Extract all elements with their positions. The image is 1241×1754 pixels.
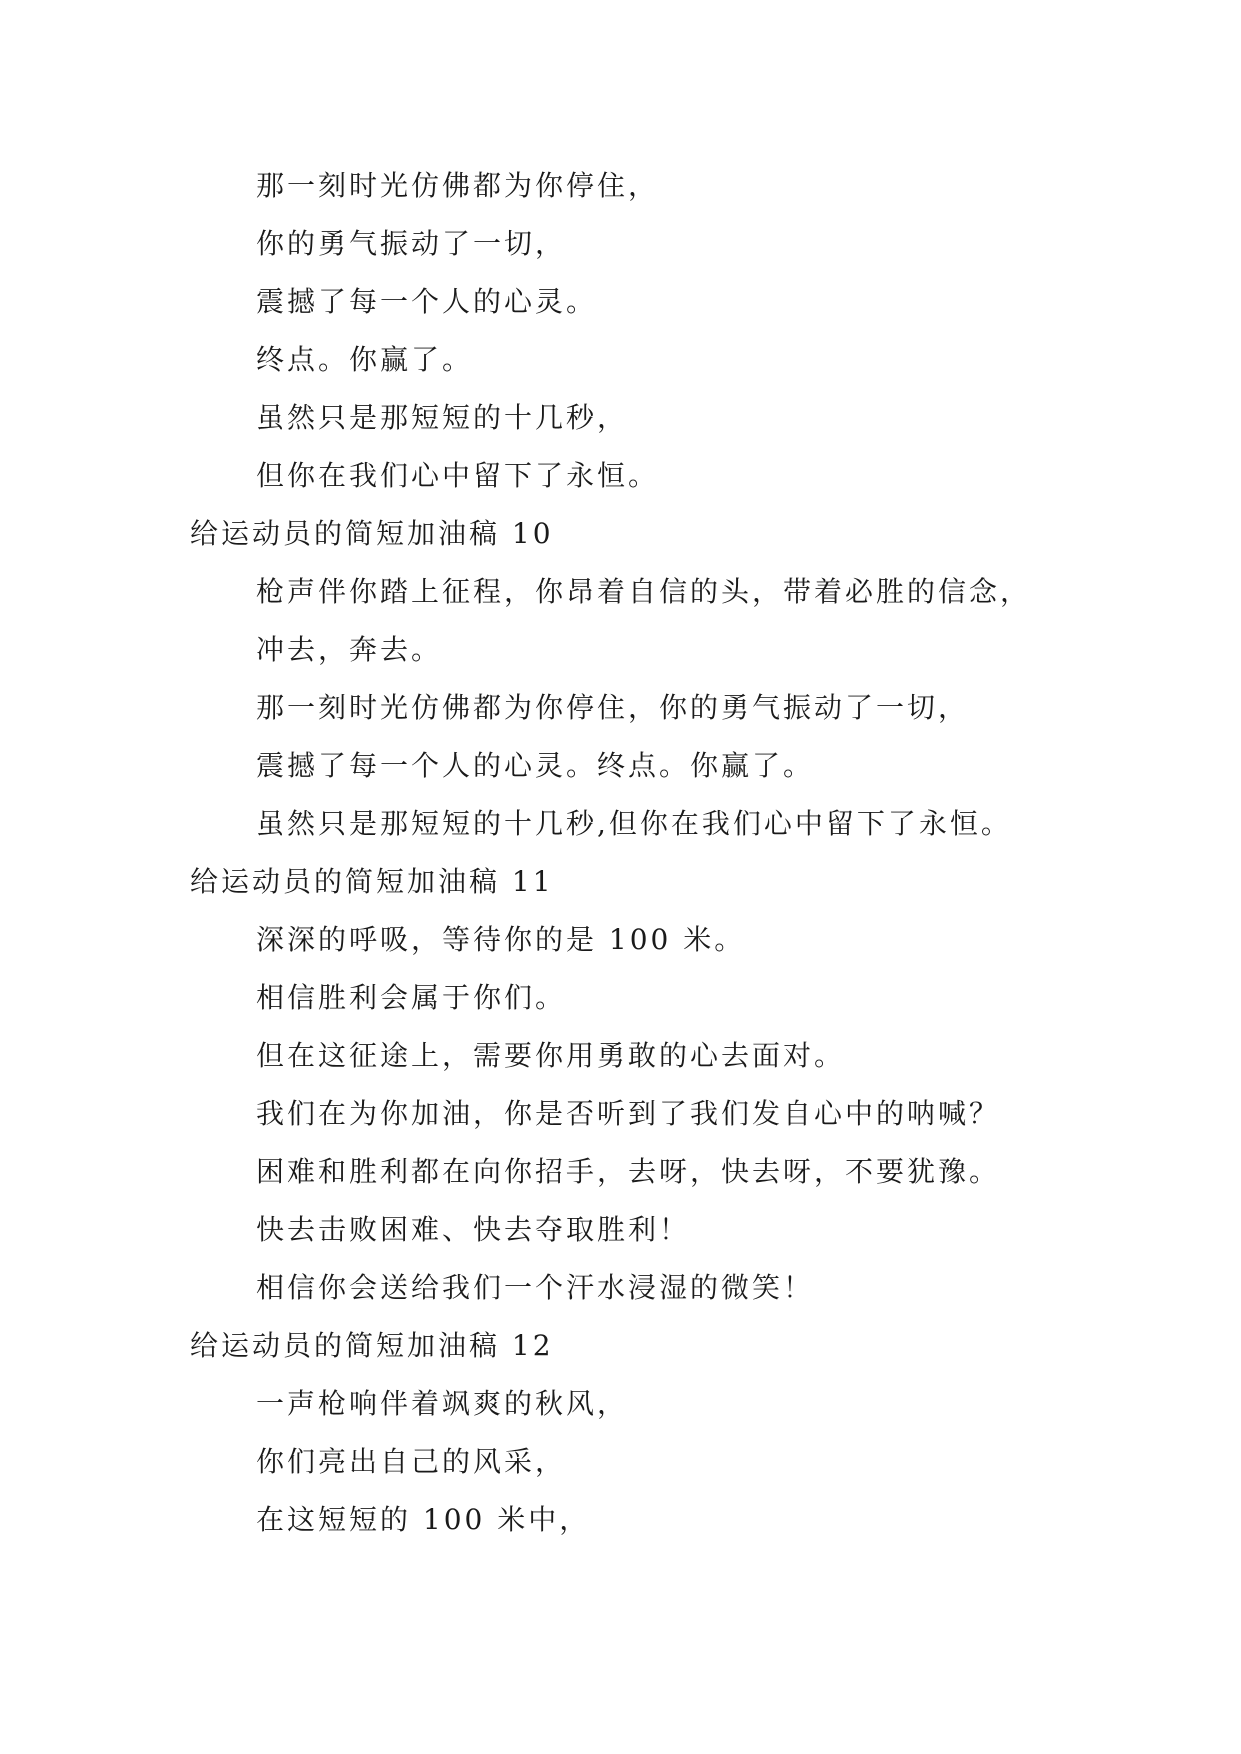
section-heading: 给运动员的简短加油稿 11 (190, 865, 554, 898)
poem-line: 我们在为你加油，你是否听到了我们发自心中的呐喊？ (256, 1097, 1001, 1130)
poem-line: 相信胜利会属于你们。 (256, 981, 567, 1014)
section-heading: 给运动员的简短加油稿 12 (190, 1329, 554, 1362)
poem-line: 震撼了每一个人的心灵。 (256, 285, 598, 318)
poem-line: 但你在我们心中留下了永恒。 (256, 459, 660, 492)
section-heading: 给运动员的简短加油稿 10 (190, 517, 554, 550)
poem-line: 在这短短的 100 米中， (256, 1503, 591, 1536)
poem-line: 一声枪响伴着飒爽的秋风， (256, 1387, 629, 1420)
poem-line: 那一刻时光仿佛都为你停住，你的勇气振动了一切， (256, 691, 970, 724)
poem-line: 你的勇气振动了一切， (256, 227, 567, 260)
poem-line: 震撼了每一个人的心灵。终点。你赢了。 (256, 749, 815, 782)
poem-line: 虽然只是那短短的十几秒,但你在我们心中留下了永恒。 (256, 807, 1012, 840)
poem-line: 那一刻时光仿佛都为你停住， (256, 169, 660, 202)
poem-line: 但在这征途上，需要你用勇敢的心去面对。 (256, 1039, 846, 1072)
poem-line: 终点。你赢了。 (256, 343, 474, 376)
poem-line: 冲去，奔去。 (256, 633, 443, 666)
poem-line: 困难和胜利都在向你招手，去呀，快去呀，不要犹豫。 (256, 1155, 1001, 1188)
poem-line: 枪声伴你踏上征程，你昂着自信的头，带着必胜的信念， (256, 575, 1032, 608)
poem-line: 虽然只是那短短的十几秒， (256, 401, 629, 434)
poem-line: 你们亮出自己的风采， (256, 1445, 567, 1478)
poem-line: 快去击败困难、快去夺取胜利！ (256, 1213, 691, 1246)
poem-line: 深深的呼吸，等待你的是 100 米。 (256, 923, 746, 956)
poem-line: 相信你会送给我们一个汗水浸湿的微笑！ (256, 1271, 815, 1304)
